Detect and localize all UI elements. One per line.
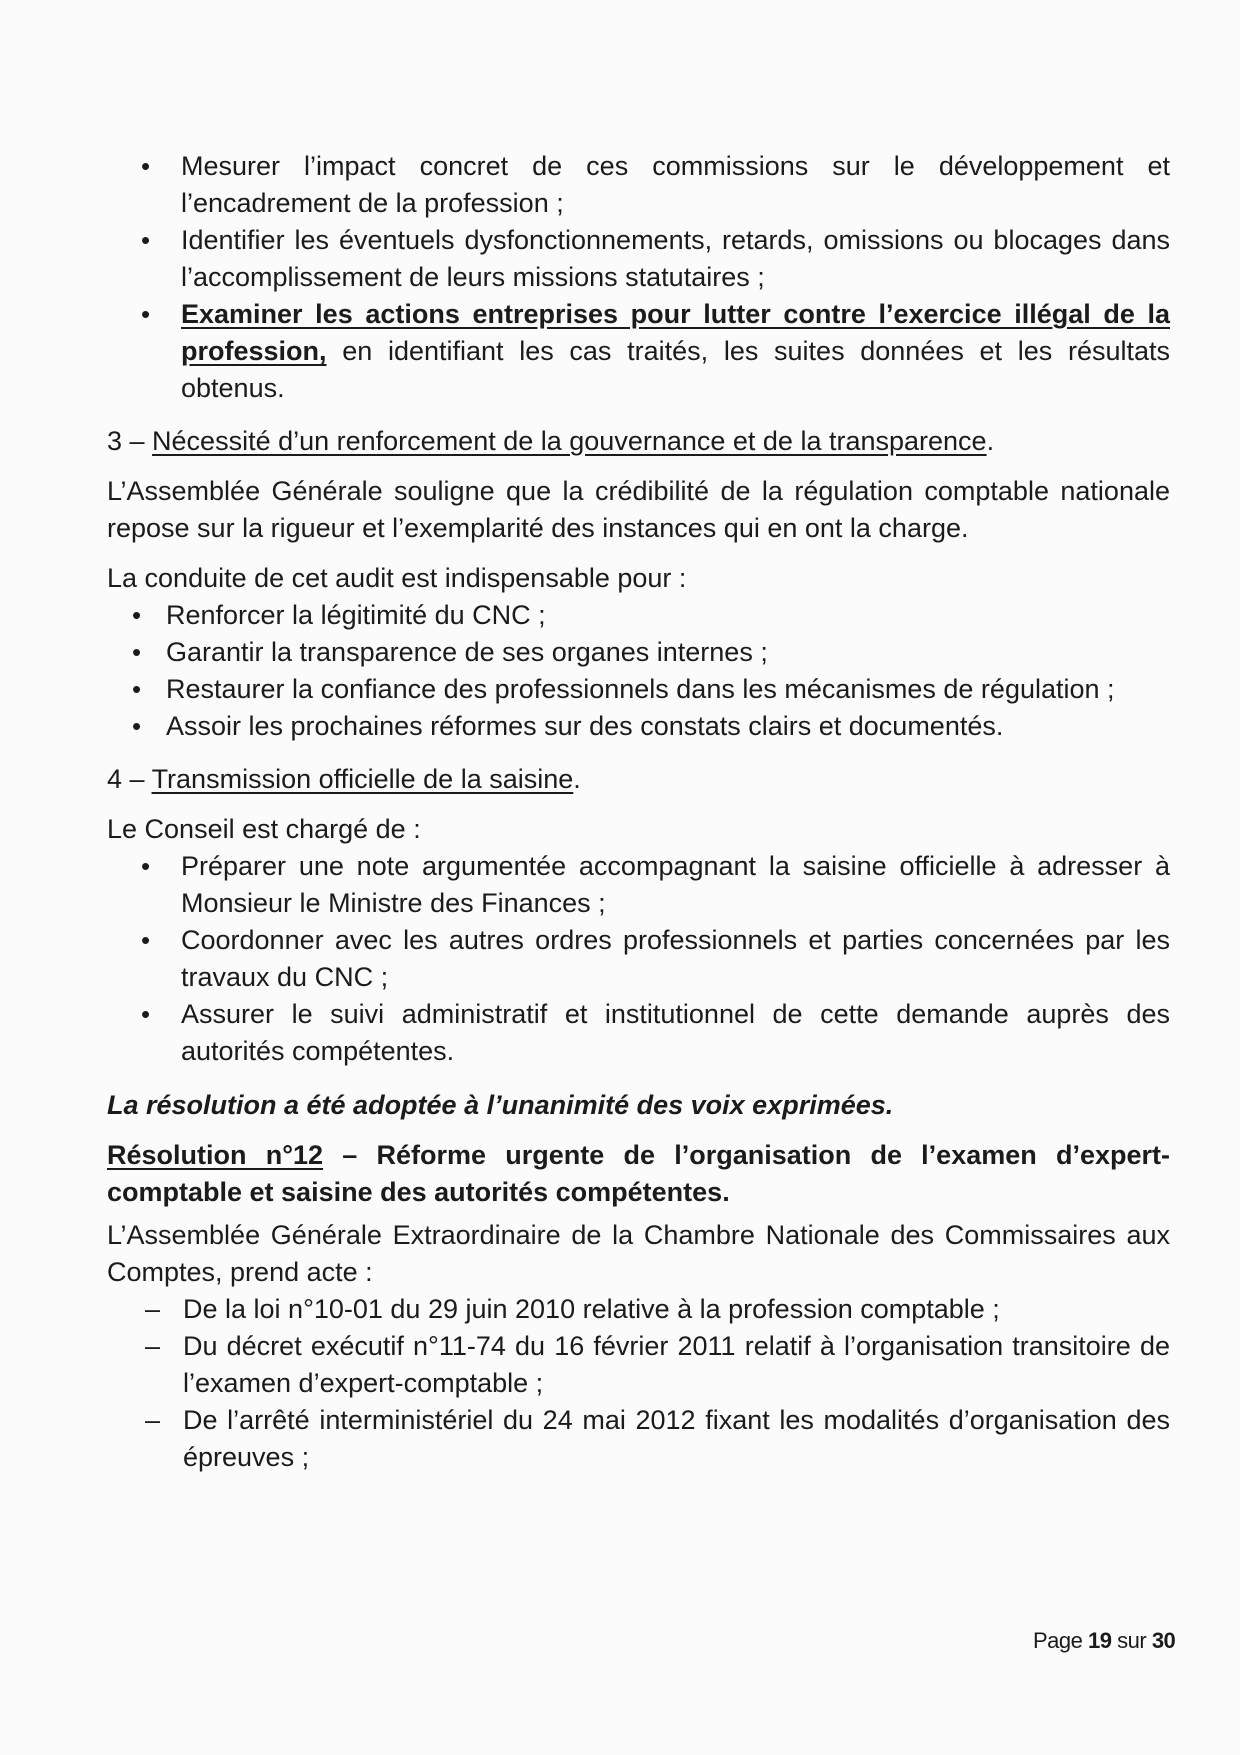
legal-references-list <box>107 1291 1170 1476</box>
list-item: • Assurer le suivi administratif et institutionnel de cette demande auprès des autorités compétentes. <box>107 996 1170 1070</box>
list-item: • Mesurer l’impact concret de ces commissions sur le développement et l’encadrement de la profession ; <box>107 148 1170 222</box>
list-item: – De la loi n°10-01 du 29 juin 2010 relative à la profession comptable ; <box>107 1291 1170 1328</box>
list-item: • Identifier les éventuels dysfonctionnements, retards, omissions ou blocages dans l’accomplissement de leurs missions statutaires ; <box>107 222 1170 296</box>
section-heading-3 <box>107 423 1170 460</box>
paragraph: Le Conseil est chargé de : <box>107 814 421 844</box>
list-item: • Assoir les prochaines réformes sur des constats clairs et documentés. <box>107 708 1170 745</box>
list-item <box>107 296 1170 407</box>
page-content <box>107 148 1170 1476</box>
objectives-list <box>107 148 1170 407</box>
section-end: . <box>573 764 581 794</box>
page-number-footer <box>1033 1628 1175 1654</box>
section-number: 4 – <box>107 764 152 794</box>
list-item-text: en identifiant les cas traités, les suites données et les résultats obtenus. <box>181 336 1170 403</box>
emphasis-text: Examiner les actions entreprises pour lutter contre l’exercice illégal de la profession, <box>181 299 1170 366</box>
paragraph: L’Assemblée Générale souligne que la crédibilité de la régulation comptable nationale repose sur la rigueur et l’exemplarité des instances qui en ont la charge. <box>107 476 1170 543</box>
resolution-title: – Réforme urgente de l’organisation de l’examen d’expert-comptable et saisine des autorités compétentes. <box>107 1140 1170 1207</box>
section-title: Nécessité d’un renforcement de la gouvernance et de la transparence <box>152 426 987 456</box>
list-item: – De l’arrêté interministériel du 24 mai 2012 fixant les modalités d’organisation des épreuves ; <box>107 1402 1170 1476</box>
reasons-list <box>107 597 1170 745</box>
page-number: 19 <box>1088 1628 1112 1653</box>
paragraph: L’Assemblée Générale Extraordinaire de la Chambre Nationale des Commissaires aux Comptes, prend acte : <box>107 1220 1170 1287</box>
page-label: Page <box>1033 1628 1083 1653</box>
list-item: – Du décret exécutif n°11-74 du 16 février 2011 relatif à l’organisation transitoire de l’examen d’expert-comptable ; <box>107 1328 1170 1402</box>
list-item: • Préparer une note argumentée accompagnant la saisine officielle à adresser à Monsieur le Ministre des Finances ; <box>107 848 1170 922</box>
list-item: • Garantir la transparence de ses organes internes ; <box>107 634 1170 671</box>
section-number: 3 – <box>107 426 153 456</box>
council-tasks-list <box>107 848 1170 1070</box>
total-pages: 30 <box>1151 1628 1176 1653</box>
list-item: • Renforcer la légitimité du CNC ; <box>107 597 1170 634</box>
paragraph: La conduite de cet audit est indispensable pour : <box>107 563 687 593</box>
of-label: sur <box>1117 1628 1147 1653</box>
section-title: Transmission officielle de la saisine <box>151 764 574 794</box>
resolution-heading <box>107 1137 1170 1211</box>
section-heading-4 <box>107 761 1170 798</box>
section-end: . <box>986 426 995 456</box>
list-item: • Restaurer la confiance des professionnels dans les mécanismes de régulation ; <box>107 671 1170 708</box>
adoption-statement: La résolution a été adoptée à l’unanimité des voix exprimées. <box>107 1090 894 1120</box>
resolution-label: Résolution n°12 <box>107 1140 324 1170</box>
list-item: • Coordonner avec les autres ordres professionnels et parties concernées par les travaux du CNC ; <box>107 922 1170 996</box>
